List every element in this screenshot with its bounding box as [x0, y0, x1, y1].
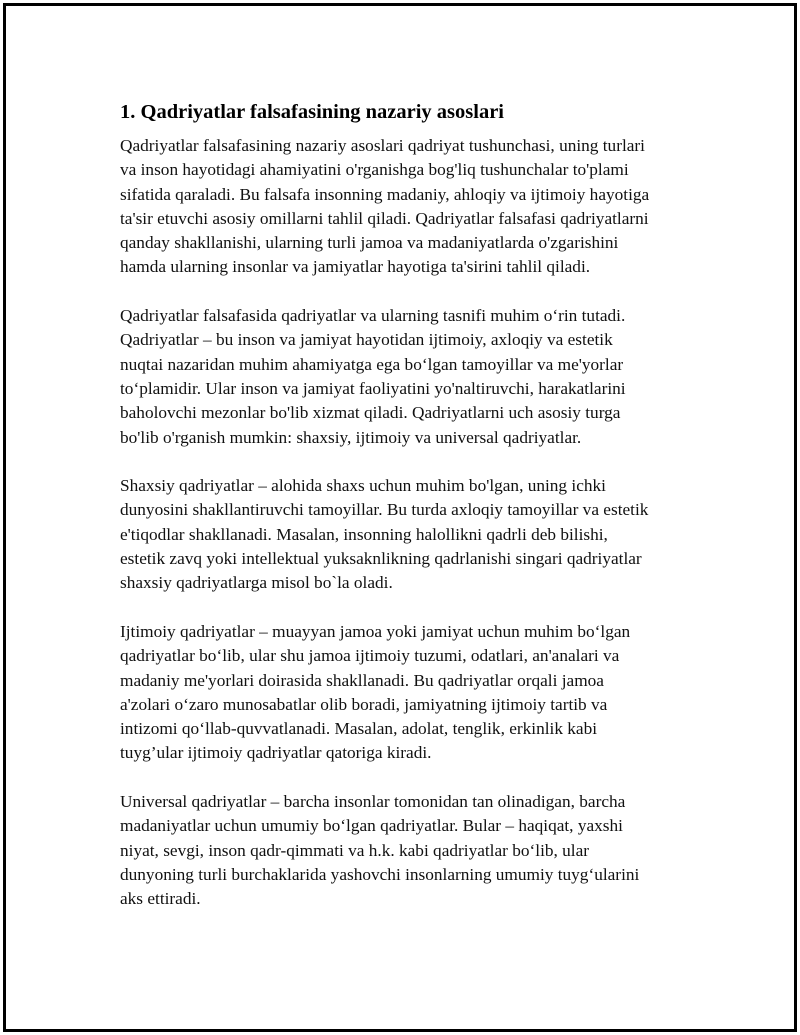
text-line: Qadriyatlar – bu inson va jamiyat hayotidan ijtimoiy, axloqiy va estetik: [120, 330, 613, 350]
text-line: nuqtai nazaridan muhim ahamiyatga ega bo‘lgan tamoyillar va me'yorlar: [120, 354, 624, 374]
text-line: to‘plamidir. Ular inson va jamiyat faoliyatini yo'naltiruvchi, harakatlarini: [120, 378, 626, 398]
text-line: aks ettiradi.: [120, 889, 201, 909]
text-line: Universal qadriyatlar – barcha insonlar tomonidan tan olinadigan, barcha: [120, 792, 626, 812]
text-line: tuyg’ular ijtimoiy qadriyatlar qatoriga kiradi.: [120, 743, 432, 763]
text-line: hamda ularning insonlar va jamiyatlar hayotiga ta'sirini tahlil qiladi.: [120, 257, 591, 277]
text-line: ta'sir etuvchi asosiy omillarni tahlil qiladi. Qadriyatlar falsafasi qadriyatlarni: [120, 208, 649, 228]
text-line: baholovchi mezonlar bo'lib xizmat qiladi. Qadriyatlarni uch asosiy turga: [120, 403, 621, 423]
text-line: madaniy me'yorlari doirasida shakllanadi. Bu qadriyatlar orqali jamoa: [120, 670, 604, 690]
paragraph-classification: [120, 304, 700, 450]
text-line: madaniyatlar uchun umumiy bo‘lgan qadriyatlar. Bular – haqiqat, yaxshi: [120, 816, 623, 836]
text-line: e'tiqodlar shakllanadi. Masalan, insonning halollikni qadrli deb bilishi,: [120, 524, 608, 544]
text-line: va inson hayotidagi ahamiyatini o'rganishga bog'liq tushunchalar to'plami: [120, 160, 629, 180]
text-line: shaxsiy qadriyatlarga misol bo`la oladi.: [120, 573, 393, 593]
text-line: dunyosini shakllantiruvchi tamoyillar. Bu turda axloqiy tamoyillar va estetik: [120, 500, 649, 520]
text-line: qadriyatlar bo‘lib, ular shu jamoa ijtimoiy tuzumi, odatlari, an'analari va: [120, 646, 620, 666]
text-line: sifatida qaraladi. Bu falsafa insonning madaniy, ahloqiy va ijtimoiy hayotiga: [120, 184, 650, 204]
text-line: dunyoning turli burchaklarida yashovchi insonlarning umumiy tuyg‘ularini: [120, 864, 640, 884]
text-line: Ijtimoiy qadriyatlar – muayyan jamoa yoki jamiyat uchun muhim bo‘lgan: [120, 621, 631, 641]
text-line: a'zolari o‘zaro munosabatlar olib boradi, jamiyatning ijtimoiy tartib va: [120, 694, 608, 714]
text-line: niyat, sevgi, inson qadr-qimmati va h.k. kabi qadriyatlar bo‘lib, ular: [120, 840, 590, 860]
page-frame: [3, 3, 797, 1032]
paragraph-social-values: [120, 620, 700, 766]
text-line: qanday shakllanishi, ularning turli jamoa va madaniyatlarda o'zgarishini: [120, 233, 619, 253]
text-line: bo'lib o'rganish mumkin: shaxsiy, ijtimoiy va universal qadriyatlar.: [120, 427, 582, 447]
text-line: Qadriyatlar falsafasining nazariy asoslari qadriyat tushunchasi, uning turlari: [120, 136, 645, 155]
paragraph-intro: [120, 134, 700, 280]
section-heading: 1. Qadriyatlar falsafasining nazariy asoslari: [120, 101, 505, 123]
paragraph-universal-values: [120, 790, 700, 911]
text-line: Shaxsiy qadriyatlar – alohida shaxs uchun muhim bo'lgan, uning ichki: [120, 476, 606, 496]
paragraph-personal-values: [120, 474, 700, 595]
text-line: intizomi qo‘llab-quvvatlanadi. Masalan, adolat, tenglik, erkinlik kabi: [120, 719, 598, 739]
document-body: [120, 98, 700, 936]
text-line: Qadriyatlar falsafasida qadriyatlar va ularning tasnifi muhim o‘rin tutadi.: [120, 306, 626, 326]
text-line: estetik zavq yoki intellektual yuksaknlikning qadrlanishi singari qadriyatlar: [120, 549, 642, 569]
